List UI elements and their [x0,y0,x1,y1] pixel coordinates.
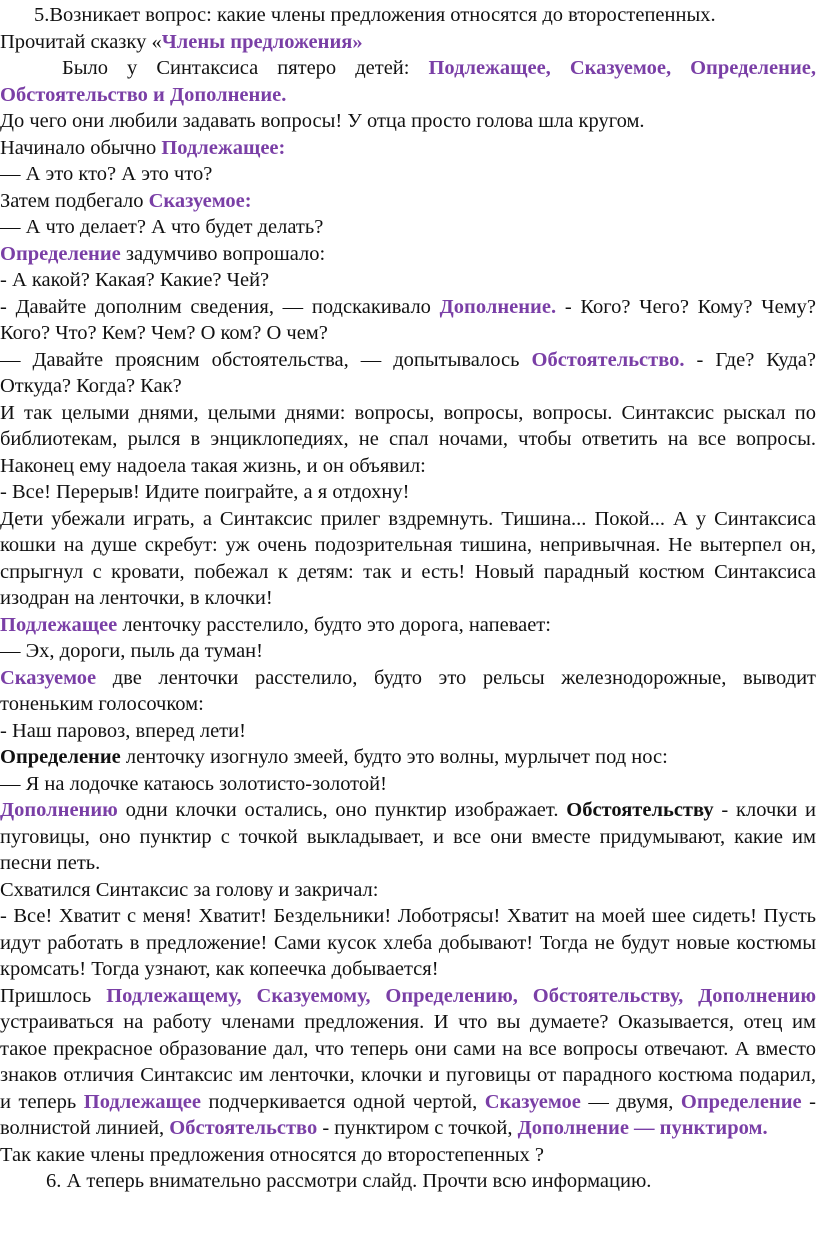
dialogue-line: — А что делает? А что будет делать? [0,216,324,238]
highlight-term: Дополнению [0,799,118,821]
highlight-term: Обстоятельство. [531,348,685,371]
dialogue-line: - А какой? Какая? Какие? Чей? [0,269,270,291]
paragraph-line: тоненьким голосочком: [0,693,204,715]
dialogue-line: — Давайте проясним обстоятельства, — допытывалось Обстоятельство. - Где? Куда? [0,348,816,371]
highlight-term: Подлежащее [0,613,118,636]
paragraph-line: Наконец ему надоела такая жизнь, и он объявил: [0,454,426,477]
dialogue-line: Кого? Что? Кем? Чем? О ком? О чем? [0,322,328,344]
task-6-heading: 6. А теперь внимательно рассмотри слайд. Прочти всю информацию. [46,1170,652,1192]
highlight-term: Сказуемое [0,666,97,689]
paragraph-line: библиотекам, рылся в энциклопедиях, не спал ночами, чтобы ответить на все вопросы. [0,428,816,450]
paragraph-line: Дополнению одни клочки остались, оно пунктир изображает. Обстоятельству - клочки и [0,799,816,821]
paragraph-line: Дети убежали играть, а Синтаксис прилег вздремнуть. Тишина... Покой... А у Синтаксиса [0,507,816,530]
highlight-term: Сказуемое: [148,189,252,212]
dialogue-line: - Давайте дополним сведения, — подскакивало Дополнение. - Кого? Чего? Кому? Чему? [0,295,816,318]
bold-term: Определение [0,746,121,768]
highlight-term: Сказуемое [484,1090,581,1113]
paragraph-line: песни петь. [0,852,101,874]
paragraph-line: Пришлось Подлежащему, Сказуемому, Определению, Обстоятельству, Дополнению [0,984,816,1007]
highlight-term: Подлежащее, Сказуемое, Определение, [428,57,816,79]
dialogue-line: - Наш паровоз, вперед лети! [0,719,246,742]
paragraph-line: спрыгнул с кровати, побежал к детям: так и есть! Новый парадный костюм Синтаксиса [0,560,816,583]
highlight-term: Дополнение. [439,295,557,318]
dialogue-line: - Все! Перерыв! Идите поиграйте, а я отдохну! [0,481,410,503]
paragraph-line: Определение ленточку изогнуло змеей, будто это волны, мурлычет под нос: [0,746,668,768]
paragraph-line: Затем подбегало Сказуемое: [0,189,252,212]
paragraph-line: устраиваться на работу членами предложения. И что вы думаете? Оказывается, отец им [0,1011,816,1033]
dialogue-line: — А это кто? А это что? [0,163,213,185]
highlight-term: Обстоятельство и Дополнение. [0,83,287,106]
paragraph-line: Было у Синтаксиса пятеро детей: Подлежащее, Сказуемое, Определение, [62,57,816,79]
highlight-term: Подлежащее: [161,136,286,159]
highlight-term: Определение [680,1090,802,1113]
paragraph-line: Определение задумчиво вопрошало: [0,242,326,265]
paragraph-line: Подлежащее ленточку расстелило, будто это дорога, напевает: [0,613,551,636]
paragraph-line: пуговицы, оно пунктир с точкой выкладывает, и все они вместе придумывают, какие им [0,825,816,848]
paragraph-line: и теперь Подлежащее подчеркивается одной чертой, Сказуемое — двумя, Определение - [0,1090,816,1113]
dialogue-line: кромсать! Тогда узнают, как копеечка добывается! [0,958,439,980]
dialogue-line: идут работать в предложение! Сами кусок хлеба добывают! Тогда не будут новые костюмы [0,931,816,954]
dialogue-line: — Эх, дороги, пыль да туман! [0,640,263,662]
story-intro: Прочитай сказку «Члены предложения» [0,30,363,53]
paragraph-line: И так целыми днями, целыми днями: вопросы, вопросы, вопросы. Синтаксис рыскал по [0,401,816,424]
paragraph-line: знаков отличия Синтаксис им ленточки, клочки и пуговицы от парадного костюма подарил, [0,1064,816,1086]
paragraph-line: До чего они любили задавать вопросы! У отца просто голова шла кругом. [0,110,645,132]
paragraph-line [0,82,816,109]
paragraph-line: такое прекрасное образование дал, что теперь они сами на все вопросы отвечают. А вместо [0,1037,816,1060]
highlight-term: Дополнение — пунктиром. [517,1117,768,1139]
paragraph-line: кошки на душе скребут: уж очень подозрительная тишина, непривычная. Не вытерпел он, [0,534,816,556]
dialogue-line: Откуда? Когда? Как? [0,375,182,397]
paragraph-line: Сказуемое две ленточки расстелило, будто это рельсы железнодорожные, выводит [0,666,816,689]
dialogue-line: - Все! Хватит с меня! Хватит! Бездельники! Лоботрясы! Хватит на моей шее сидеть! Пусть [0,905,816,927]
question-line: Так какие члены предложения относятся до второстепенных ? [0,1143,544,1166]
paragraph-line: Начинало обычно Подлежащее: [0,136,286,159]
story-title: Члены предложения» [161,30,363,53]
highlight-term: Подлежащему, Сказуемому, Определению, Обстоятельству, Дополнению [106,984,816,1007]
paragraph-line: волнистой линией, Обстоятельство - пунктиром с точкой, Дополнение — пунктиром. [0,1117,768,1139]
bold-term: Обстоятельству [566,799,714,821]
highlight-term: Подлежащее [83,1090,201,1113]
paragraph-line: изодран на ленточки, в клочки! [0,587,273,609]
dialogue-line: — Я на лодочке катаюсь золотисто-золотой! [0,772,387,795]
highlight-term: Определение [0,242,121,265]
highlight-term: Обстоятельство [169,1117,318,1139]
task-5-heading: 5.Возникает вопрос: какие члены предложения относятся до второстепенных. [34,4,716,26]
paragraph-line: Схватился Синтаксис за голову и закричал: [0,878,379,901]
